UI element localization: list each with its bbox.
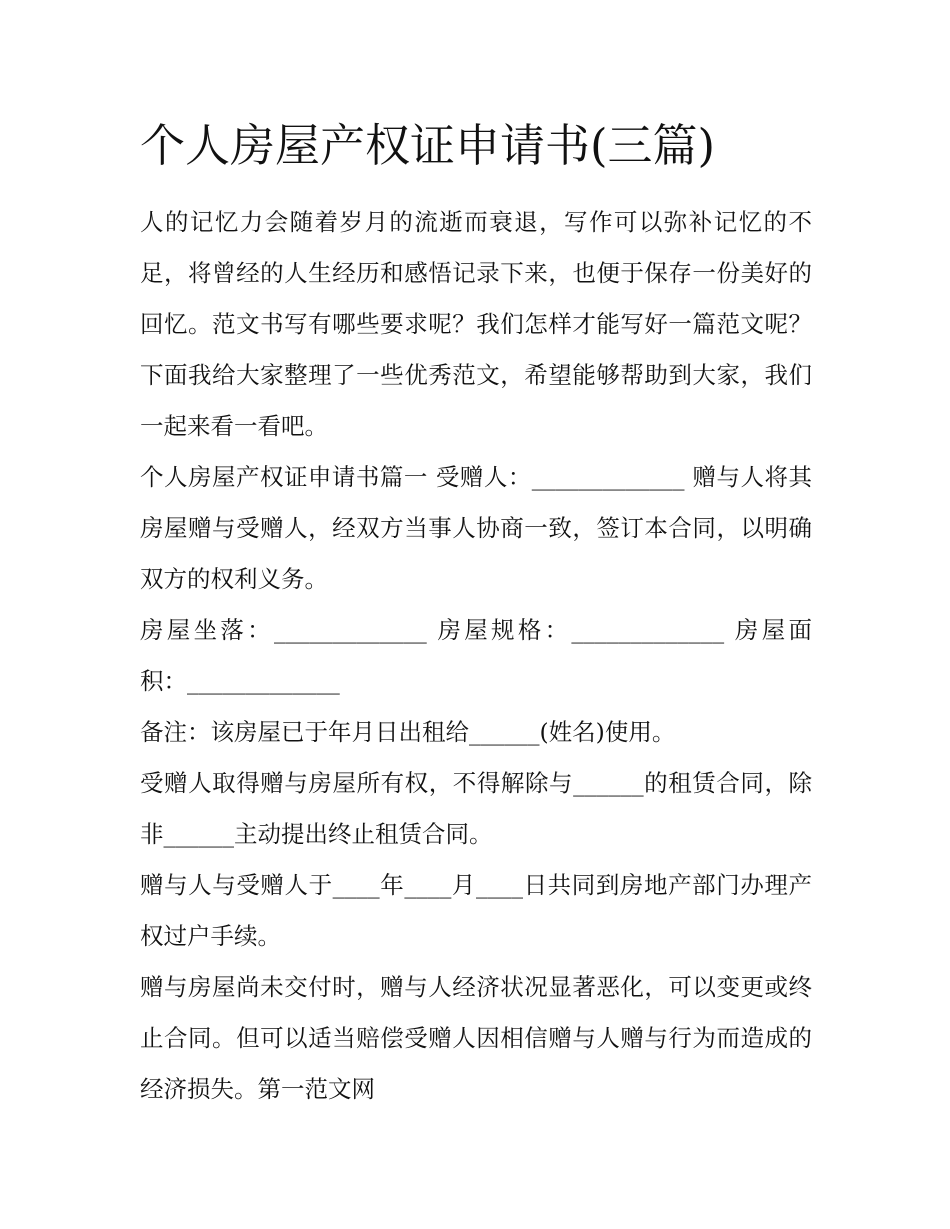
- paragraph-intro: 人的记忆力会随着岁月的流逝而衰退，写作可以弥补记忆的不足，将曾经的人生经历和感悟记录下来，也便于保存一份美好的回忆。范文书写有哪些要求呢？我们怎样才能写好一篇范文呢？下面我给大家整理了一些优秀范文，希望能够帮助到大家，我们一起来看一看吧。: [140, 208, 812, 440]
- paragraph-note: 备注：该房屋已于年月日出租给______(姓名)使用。: [140, 718, 676, 746]
- paragraph-property-info: 房屋坐落：_____________ 房屋规格：_____________ 房屋面积：_____________: [140, 616, 812, 695]
- paragraph-donee: 个人房屋产权证申请书篇一 受赠人：_____________ 赠与人将其房屋赠与受赠人，经双方当事人协商一致，签订本合同，以明确双方的权利义务。: [140, 463, 812, 593]
- paragraph-transfer-date: 赠与人与受赠人于____年____月____日共同到房地产部门办理产权过户手续。: [140, 871, 812, 950]
- document-body: [140, 197, 812, 1115]
- paragraph-termination: 赠与房屋尚未交付时，赠与人经济状况显著恶化，可以变更或终止合同。但可以适当赔偿受赠人因相信赠与人赠与行为而造成的经济损失。第一范文网: [140, 973, 812, 1103]
- paragraph-lease: 受赠人取得赠与房屋所有权，不得解除与______的租赁合同，除非______主动提出终止租赁合同。: [140, 769, 812, 848]
- document-title: 个人房屋产权证申请书(三篇): [140, 119, 716, 172]
